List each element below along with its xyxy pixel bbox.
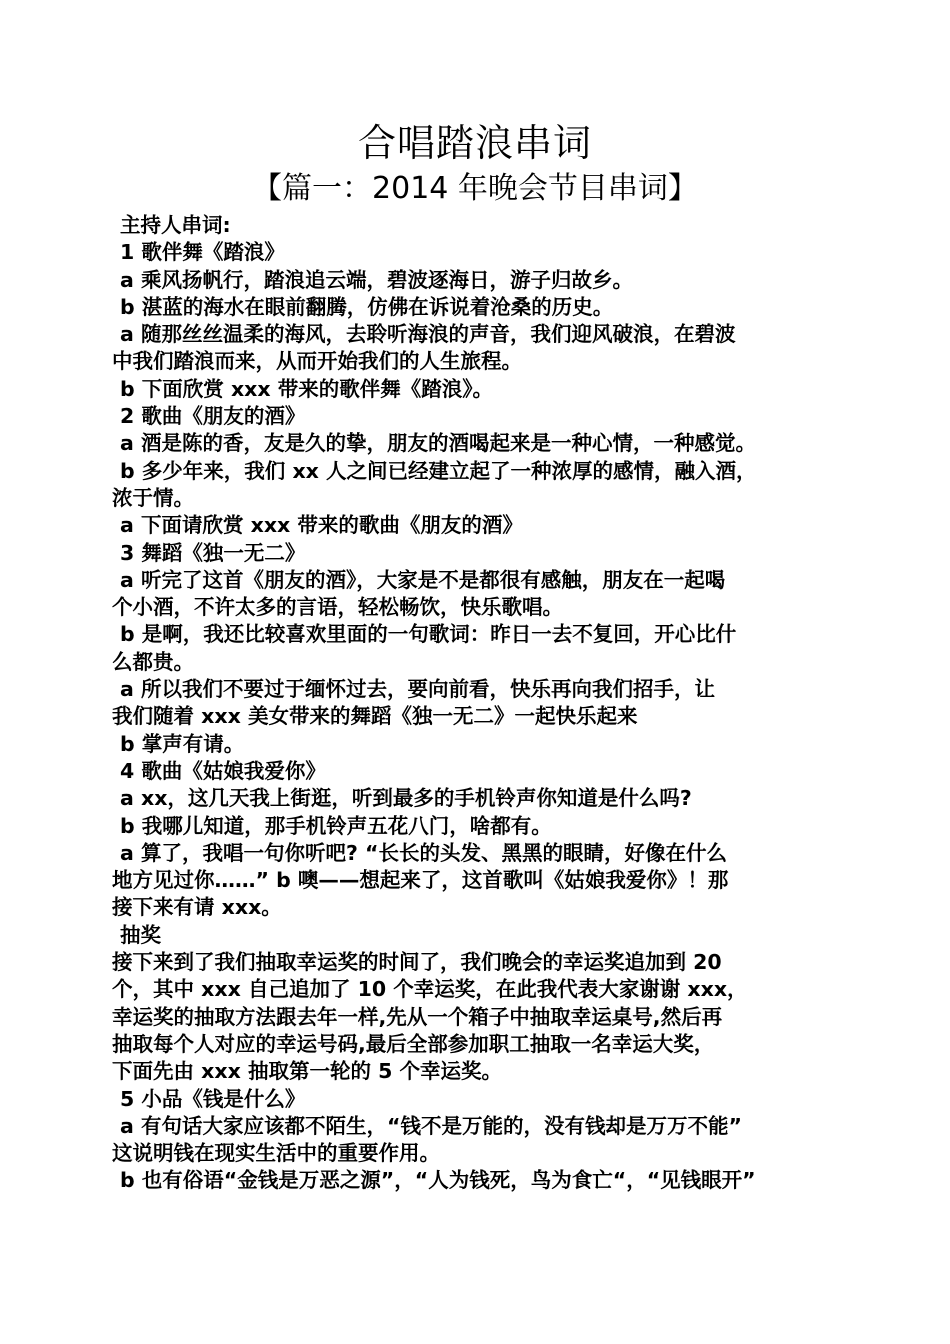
text-line: 我们随着 xxx 美女带来的舞蹈《独一无二》一起快乐起来	[112, 704, 638, 729]
text-line: a 算了，我唱一句你听吧? “长长的头发、黑黑的眼睛，好像在什么	[120, 840, 727, 865]
text-line: 幸运奖的抽取方法跟去年一样,先从一个箱子中抽取幸运桌号,然后再	[112, 1004, 723, 1029]
text-line: 接下来到了我们抽取幸运奖的时间了，我们晚会的幸运奖追加到 20	[112, 950, 722, 975]
text-line: 主持人串词:	[120, 213, 231, 237]
text-line: 中我们踏浪而来，从而开始我们的人生旅程。	[112, 349, 522, 374]
text-line: 抽奖	[120, 922, 161, 947]
text-line: b 下面欣赏 xxx 带来的歌伴舞《踏浪》。	[120, 376, 494, 401]
text-line: 么都贵。	[112, 649, 194, 674]
text-line: b 我哪儿知道，那手机铃声五花八门，啥都有。	[120, 813, 552, 838]
text-line: a 乘风扬帆行，踏浪追云端，碧波逐海日，游子归故乡。	[120, 267, 633, 292]
script-body	[112, 212, 850, 1195]
text-line: 地方见过你……” b 噢——想起来了，这首歌叫《姑娘我爱你》！那	[112, 868, 729, 893]
text-line: b 也有俗语“金钱是万恶之源”，“人为钱死，鸟为食亡“，“见钱眼开”	[120, 1168, 756, 1193]
text-line: 2 歌曲《朋友的酒》	[120, 404, 306, 429]
text-line: a 下面请欣赏 xxx 带来的歌曲《朋友的酒》	[120, 513, 523, 538]
text-line: 5 小品《钱是什么》	[120, 1086, 306, 1111]
text-line: 下面先由 xxx 抽取第一轮的 5 个幸运奖。	[112, 1059, 502, 1084]
page-subtitle: 【篇一：2014 年晚会节目串词】	[252, 171, 698, 206]
text-line: 3 舞蹈《独一无二》	[120, 540, 306, 565]
text-line: 4 歌曲《姑娘我爱你》	[120, 758, 326, 783]
text-line: a 有句话大家应该都不陌生，“钱不是万能的，没有钱却是万万不能”	[120, 1113, 742, 1138]
text-line: 个，其中 xxx 自己追加了 10 个幸运奖，在此我代表大家谢谢 xxx，	[112, 977, 748, 1002]
page-title: 合唱踏浪串词	[357, 121, 592, 165]
text-line: b 掌声有请。	[120, 731, 245, 756]
text-line: b 多少年来，我们 xx 人之间已经建立起了一种浓厚的感情，融入酒，	[120, 458, 757, 483]
text-line: 抽取每个人对应的幸运号码,最后全部参加职工抽取一名幸运大奖，	[112, 1031, 715, 1056]
text-line: 浓于情。	[112, 485, 194, 510]
text-line: a 听完了这首《朋友的酒》，大家是不是都很有感触，朋友在一起喝	[120, 567, 726, 592]
text-line: a xx，这几天我上街逛，听到最多的手机铃声你知道是什么吗?	[120, 786, 692, 811]
text-line: a 随那丝丝温柔的海风，去聆听海浪的声音，我们迎风破浪，在碧波	[120, 322, 736, 347]
text-line: b 湛蓝的海水在眼前翻腾，仿佛在诉说着沧桑的历史。	[120, 294, 614, 319]
text-line: 1 歌伴舞《踏浪》	[120, 240, 285, 265]
text-line: 个小酒，不许太多的言语，轻松畅饮，快乐歌唱。	[112, 595, 563, 620]
text-line: a 酒是陈的香，友是久的挚，朋友的酒喝起来是一种心情，一种感觉。	[120, 431, 756, 456]
text-line: 接下来有请 xxx。	[112, 895, 282, 920]
text-line: 这说明钱在现实生活中的重要作用。	[112, 1141, 440, 1166]
text-line: a 所以我们不要过于缅怀过去，要向前看，快乐再向我们招手，让	[120, 677, 715, 702]
text-line: b 是啊，我还比较喜欢里面的一句歌词：昨日一去不复回，开心比什	[120, 622, 737, 647]
